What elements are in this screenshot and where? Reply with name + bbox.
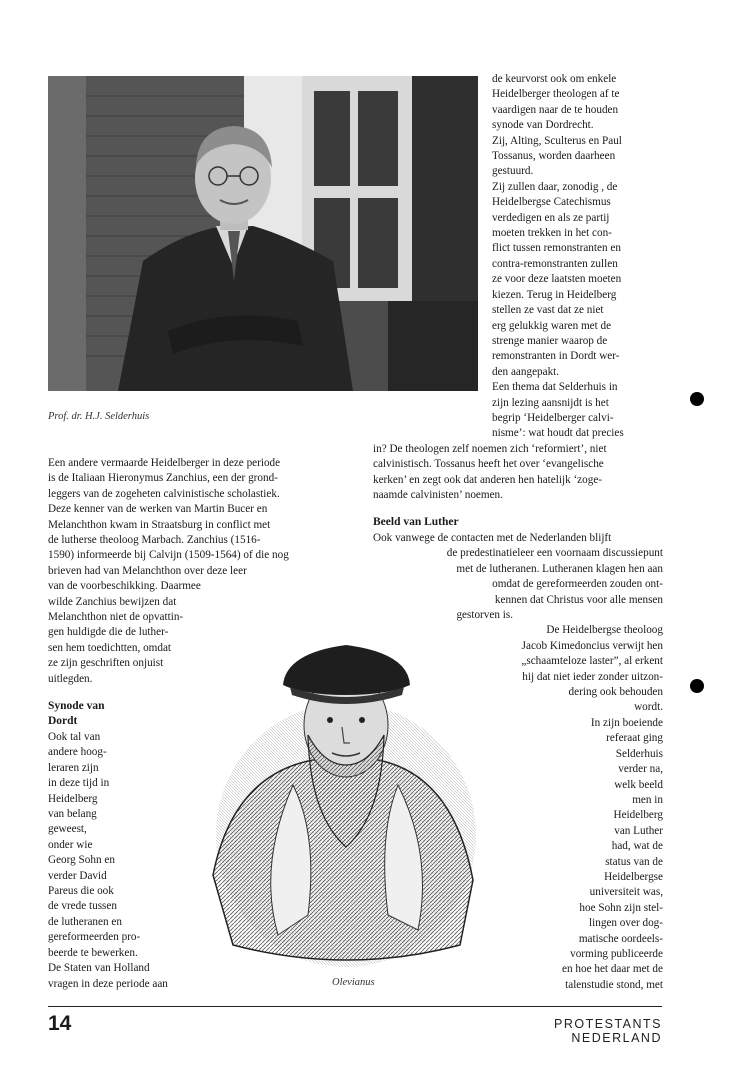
text-line: 1590) informeerde bij Calvijn (1509-1564) of die nog (48, 549, 289, 562)
text-line: „schaamteloze laster”, al erkent (521, 655, 663, 668)
text-line: gen huldigde die de luther- (48, 626, 169, 639)
text-line: de keurvorst ook om enkele (492, 73, 617, 85)
text-line: kerken’ en zegt ook dat anderen hen hatelijk ‘zoge- (373, 473, 603, 486)
text-line: flict tussen remonstranten en (492, 242, 621, 255)
text-line: matische oordeels- (578, 932, 663, 945)
text-line: kennen dat Christus voor alle mensen (494, 593, 663, 606)
text-line: erg gelukkig waren met de (492, 319, 612, 332)
text-line: brieven had van Melanchthon over deze leer (48, 564, 247, 577)
text-line: Ook vanwege de contacten met de Nederlanden blijft (373, 532, 612, 544)
heading-line: Dordt (48, 715, 78, 728)
text-line: Heidelberg (613, 809, 663, 822)
text-line: dering ook behouden (568, 686, 663, 699)
text-line: Melanchthon kwam in Straatsburg in conflict met (48, 518, 271, 531)
text-line: referaat ging (606, 732, 663, 745)
text-line: verder David (48, 869, 107, 882)
text-line: status van de (605, 855, 663, 868)
text-line: Heidelbergse (604, 870, 663, 883)
text-line: andere hoog- (48, 746, 107, 759)
text-line: De Heidelbergse theoloog (546, 624, 663, 637)
text-line: had, wat de (611, 840, 663, 853)
text-line: Tossanus, worden daarheen (492, 150, 616, 163)
text-line: remonstranten in Dordt wer- (492, 350, 620, 363)
right-column-continuation (373, 442, 673, 504)
text-line: in? De theologen zelf noemen zich ‘reformiert’, niet (373, 443, 607, 455)
section-heading-beeld-van-luther: Beeld van Luther (373, 516, 459, 528)
text-line: de lutheranen en (48, 915, 122, 928)
text-line: vorming publiceerde (570, 947, 663, 960)
text-line: Heidelberger theologen af te (492, 88, 620, 101)
text-line: Deze kenner van de werken van Martin Bucer en (48, 503, 268, 516)
text-line: Heidelbergse Catechismus (492, 196, 611, 209)
magazine-name: PROTESTANTS NEDERLAND (554, 1017, 662, 1045)
selderhuis-photo (48, 76, 478, 391)
text-line: zijn lezing aansnijdt is het (492, 396, 609, 409)
text-line: leggers van de zogeheten calvinistische scholastiek. (48, 487, 280, 500)
text-line: omdat de gereformeerden zouden ont- (492, 578, 663, 591)
olevianus-portrait (198, 615, 482, 977)
binding-hole-bullet (690, 679, 704, 693)
text-line: gestorven is. (456, 609, 513, 622)
text-line: gereformeerden pro- (48, 931, 141, 944)
text-line: strenge manier waarop de (492, 334, 608, 347)
text-line: Georg Sohn en (48, 854, 115, 867)
text-line: ze zijn geschriften onjuist (48, 657, 164, 670)
text-line: welk beeld (614, 778, 663, 791)
selderhuis-photo-illustration (48, 76, 478, 391)
text-line: universiteit was, (589, 886, 663, 899)
text-line: moeten trekken in het con- (492, 227, 612, 240)
text-line: den aangepakt. (492, 365, 560, 378)
text-line: van de voorbeschikking. Daarmee (48, 580, 201, 593)
text-line: verdedigen en als ze partij (492, 211, 610, 224)
text-line: synode van Dordrecht. (492, 119, 594, 132)
text-line: gestuurd. (492, 165, 534, 178)
text-line: Melanchthon niet de opvattin- (48, 611, 184, 624)
text-line: verder na, (618, 763, 663, 776)
right-column-top (492, 72, 670, 442)
page-number: 14 (48, 1012, 72, 1035)
text-line: uitlegden. (48, 672, 93, 685)
text-line: vragen in deze periode aan (48, 977, 168, 990)
text-line: Zij, Alting, Sculterus en Paul (492, 134, 622, 147)
text-line: talenstudie stond, met (565, 978, 663, 991)
text-line: geweest, (48, 823, 87, 836)
text-line: kiezen. Terug in Heidelberg (492, 288, 617, 301)
text-line: Jacob Kimedoncius verwijt hen (521, 639, 663, 652)
section-heading-synode-van-dordt (48, 699, 105, 730)
text-line: hij dat niet ieder zonder uitzon- (522, 670, 663, 683)
footer-rule (48, 1006, 662, 1007)
text-line: Selderhuis (615, 747, 663, 760)
text-line: begrip ‘Heidelberger calvi- (492, 411, 614, 424)
text-line: met de lutheranen. Lutheranen klagen hen aan (456, 562, 663, 575)
text-line: contra-remonstranten zullen (492, 257, 618, 270)
text-line: vaardigen naar de te houden (492, 103, 619, 116)
text-line: in deze tijd in (48, 777, 110, 790)
text-line: lingen over dog- (589, 917, 663, 930)
text-line: De Staten van Holland (48, 962, 150, 975)
text-line: de lutherse theoloog Marbach. Zanchius (1516- (48, 534, 261, 547)
text-line: en hoe het daar met de (562, 963, 663, 976)
text-line: van belang (48, 808, 97, 821)
text-line: beerde te bewerken. (48, 946, 138, 959)
left-column-synode (48, 730, 218, 992)
text-line: is de Italiaan Hieronymus Zanchius, een der grond- (48, 472, 278, 485)
text-line: In zijn boeiende (590, 716, 663, 729)
portrait-caption: Olevianus (332, 977, 375, 988)
text-line: de predestinatieleer een voornaam discussiepunt (446, 547, 663, 560)
binding-hole-bullet (690, 392, 704, 406)
text-line: van Luther (614, 824, 663, 837)
text-line: sen hem toedichtten, omdat (48, 641, 172, 654)
text-line: wilde Zanchius bewijzen dat (48, 595, 177, 608)
text-line: hoe Sohn zijn stel- (579, 901, 663, 914)
text-line: men in (632, 793, 663, 806)
text-line: Heidelberg (48, 792, 98, 805)
text-line: stellen ze vast dat ze niet (492, 304, 604, 317)
text-line: wordt. (634, 701, 663, 714)
text-line: calvinistisch. Tossanus heeft het over ‘evangelische (373, 458, 604, 471)
text-line: naamde calvinisten’ noemen. (373, 489, 503, 502)
text-line: nisme’: wat houdt dat precies (492, 427, 624, 440)
heading-line: Synode van (48, 700, 105, 712)
olevianus-engraving (198, 615, 482, 977)
text-line: Ook tal van (48, 731, 101, 743)
text-line: Een thema dat Selderhuis in (492, 381, 618, 394)
photo-caption: Prof. dr. H.J. Selderhuis (48, 411, 150, 422)
text-line: Een andere vermaarde Heidelberger in deze periode (48, 457, 281, 469)
text-line: leraren zijn (48, 761, 99, 774)
text-line: Zij zullen daar, zonodig , de (492, 180, 618, 193)
text-line: de vrede tussen (48, 900, 117, 913)
text-line: Pareus die ook (48, 885, 114, 898)
text-line: ze voor deze laatsten moeten (492, 273, 622, 286)
text-line: onder wie (48, 838, 93, 851)
